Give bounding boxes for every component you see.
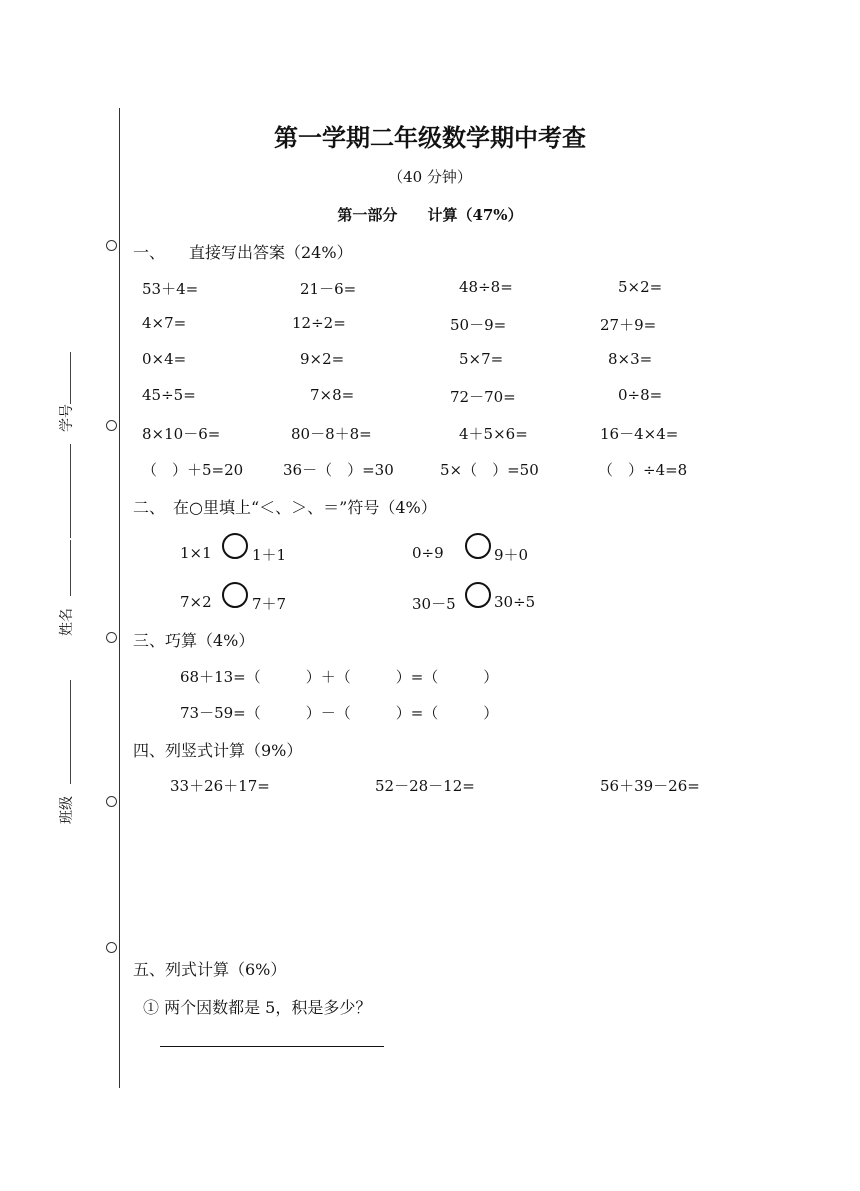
problem: 0÷8=: [618, 386, 663, 404]
smart-calc-line: 68＋13=（ ）＋（ ）=（ ）: [180, 668, 499, 686]
vertical-calc-problem: 52－28－12=: [375, 777, 475, 795]
answer-line[interactable]: [160, 1046, 384, 1047]
section5-heading: 五、列式计算（6%）: [133, 960, 287, 979]
compare-left: 0÷9: [412, 544, 444, 562]
problem: 7×8=: [310, 386, 355, 404]
part-name: 第一部分: [337, 206, 398, 224]
problem: 50－9=: [450, 316, 507, 334]
problem: （ ）÷4=8: [598, 461, 688, 479]
problem: 8×10－6=: [142, 425, 221, 443]
student-id-label: 学号: [59, 404, 75, 432]
compare-circle-input[interactable]: [222, 533, 248, 559]
name-field[interactable]: [70, 540, 71, 596]
binder-hole-icon: [106, 632, 117, 643]
smart-calc-line: 73－59=（ ）－（ ）=（ ）: [180, 704, 499, 722]
problem: 5×7=: [459, 350, 504, 368]
word-problem: ① 两个因数都是 5，积是多少？: [143, 998, 372, 1017]
binder-hole-icon: [106, 942, 117, 953]
problem: 5×（ ）=50: [440, 461, 539, 479]
problem: 48÷8=: [459, 278, 513, 296]
compare-right: 7＋7: [252, 595, 287, 613]
binder-hole-icon: [106, 240, 117, 251]
compare-circle-input[interactable]: [465, 533, 491, 559]
page-title: 第一学期二年级数学期中考查: [274, 123, 586, 152]
class-field[interactable]: [70, 680, 71, 784]
problem: 45÷5=: [142, 386, 196, 404]
problem: 8×3=: [608, 350, 653, 368]
problem: 9×2=: [300, 350, 345, 368]
compare-left: 1×1: [180, 544, 212, 562]
binder-hole-icon: [106, 796, 117, 807]
part-label: 计算（47%）: [427, 206, 523, 224]
section3-heading: 三、巧算（4%）: [133, 631, 255, 650]
student-id-field-lower[interactable]: [70, 444, 71, 538]
compare-right: 30÷5: [494, 593, 536, 611]
compare-left: 7×2: [180, 593, 212, 611]
problem: 4＋5×6=: [459, 425, 528, 443]
problem: 12÷2=: [292, 314, 346, 332]
section2-heading: 二、 在○里填上“＜、＞、＝”符号（4%）: [133, 498, 437, 517]
problem: 80－8＋8=: [291, 425, 372, 443]
problem: 72－70=: [450, 388, 516, 406]
class-label: 班级: [59, 796, 75, 824]
section4-heading: 四、列竖式计算（9%）: [133, 741, 303, 760]
problem: 36－（ ）=30: [283, 461, 394, 479]
compare-right: 1＋1: [252, 546, 287, 564]
name-label: 姓名: [59, 608, 75, 636]
problem: 0×4=: [142, 350, 187, 368]
compare-circle-input[interactable]: [222, 582, 248, 608]
student-id-field[interactable]: [70, 352, 71, 404]
compare-left: 30－5: [412, 595, 456, 613]
problem: （ ）＋5=20: [142, 461, 244, 479]
binder-hole-icon: [106, 420, 117, 431]
compare-circle-input[interactable]: [465, 582, 491, 608]
part-heading: [0, 204, 860, 225]
section1-heading: 一、 直接写出答案（24%）: [133, 243, 353, 262]
problem: 21－6=: [300, 280, 357, 298]
vertical-calc-problem: 56＋39－26=: [600, 777, 700, 795]
problem: 4×7=: [142, 314, 187, 332]
time-limit: （40 分钟）: [388, 168, 472, 186]
compare-right: 9＋0: [494, 546, 529, 564]
problem: 53＋4=: [142, 280, 199, 298]
problem: 27＋9=: [600, 316, 657, 334]
problem: 5×2=: [618, 278, 663, 296]
problem: 16－4×4=: [600, 425, 679, 443]
binder-line: [119, 108, 120, 1088]
vertical-calc-problem: 33＋26＋17=: [170, 777, 270, 795]
